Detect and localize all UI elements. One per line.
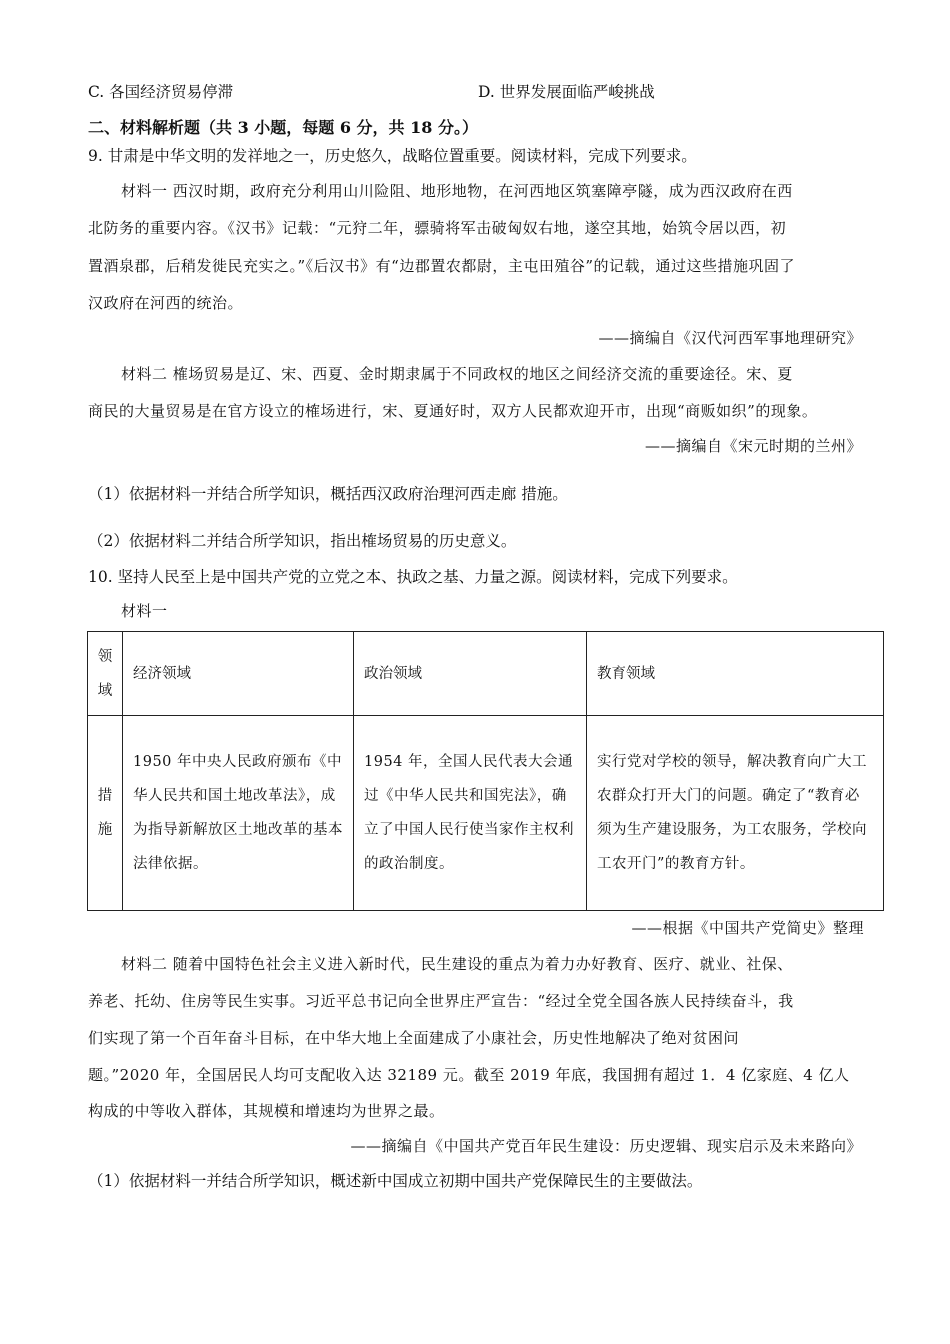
option-c: C. 各国经济贸易停滞 xyxy=(88,83,234,101)
q9-m2-line: 商民的大量贸易是在官方设立的榷场进行，宋、夏通好时，双方人民都欢迎开市，出现“商贩如织”的现象。 xyxy=(88,402,818,420)
q9-sub1: （1）依据材料一并结合所学知识，概括西汉政府治理河西走廊 措施。 xyxy=(88,485,568,503)
q10-m2-line: 题。”2020 年，全国居民人均可支配收入达 32189 元。截至 2019 年底，我国拥有超过 1．4 亿家庭、4 亿人 xyxy=(88,1066,850,1084)
section-title: 二、材料解析题（共 3 小题，每题 6 分，共 18 分。） xyxy=(88,118,478,137)
table-cell-edu: 实行党对学校的领导，解决教育向广大工农群众打开大门的问题。确定了“教育必须为生产建设服务，为工农服务，学校向工农开门”的教育方针。 xyxy=(587,716,884,911)
option-d: D. 世界发展面临严峻挑战 xyxy=(478,83,655,101)
q10-stem: 10. 坚持人民至上是中国共产党的立党之本、执政之基、力量之源。阅读材料，完成下列要求。 xyxy=(88,568,738,586)
q9-m1-source: ——摘编自《汉代河西军事地理研究》 xyxy=(598,329,862,347)
q10-m2-line: 材料二 随着中国特色社会主义进入新时代，民生建设的重点为着力办好教育、医疗、就业、社保、 xyxy=(121,955,793,973)
q10-m2-line: 们实现了第一个百年奋斗目标，在中华大地上全面建成了小康社会，历史性地解决了绝对贫困问 xyxy=(88,1029,740,1047)
table-cell-pol: 1954 年，全国人民代表大会通过《中华人民共和国宪法》，确立了中国人民行使当家作主权利的政治制度。 xyxy=(354,716,587,911)
q9-m2-source: ——摘编自《宋元时期的兰州》 xyxy=(644,437,862,455)
q10-m2-source: ——摘编自《中国共产党百年民生建设：历史逻辑、现实启示及未来路向》 xyxy=(350,1137,862,1155)
q9-m1-line: 汉政府在河西的统治。 xyxy=(88,294,244,312)
table-row-label: 措施 xyxy=(88,716,123,911)
q10-sub1: （1）依据材料一并结合所学知识，概述新中国成立初期中国共产党保障民生的主要做法。 xyxy=(88,1172,703,1190)
table-header-row xyxy=(88,632,884,716)
q10-m1-label: 材料一 xyxy=(121,602,168,620)
q10-m2-line: 养老、托幼、住房等民生实事。习近平总书记向全世界庄严宣告：“经过全党全国各族人民持续奋斗，我 xyxy=(88,992,794,1010)
table-col-pol: 政治领域 xyxy=(354,632,587,716)
q10-m2-line: 构成的中等收入群体，其规模和增速均为世界之最。 xyxy=(88,1102,445,1120)
table-row xyxy=(88,716,884,911)
q10-m1-source: ——根据《中国共产党简史》整理 xyxy=(631,919,864,937)
q9-stem: 9. 甘肃是中华文明的发祥地之一，历史悠久，战略位置重要。阅读材料，完成下列要求。 xyxy=(88,147,697,165)
q9-sub2: （2）依据材料二并结合所学知识，指出榷场贸易的历史意义。 xyxy=(88,532,517,550)
table-cell-econ: 1950 年中央人民政府颁布《中华人民共和国土地改革法》，成为指导新解放区土地改革的基本法律依据。 xyxy=(123,716,354,911)
q9-m1-line: 北防务的重要内容。《汉书》记载：“元狩二年，骠骑将军击破匈奴右地，遂空其地，始筑令居以西，初 xyxy=(88,219,787,237)
q9-m1-line: 置酒泉郡，后稍发徙民充实之。”《后汉书》有“边郡置农都尉，主屯田殖谷”的记载，通过这些措施巩固了 xyxy=(88,257,796,275)
q9-m1-line: 材料一 西汉时期，政府充分利用山川险阻、地形地物，在河西地区筑塞障亭隧，成为西汉政府在西 xyxy=(121,182,793,200)
q9-m2-line: 材料二 榷场贸易是辽、宋、西夏、金时期隶属于不同政权的地区之间经济交流的重要途径。宋、夏 xyxy=(121,365,793,383)
table-head-label: 领域 xyxy=(88,632,123,716)
table-col-edu: 教育领域 xyxy=(587,632,884,716)
table-col-econ: 经济领域 xyxy=(123,632,354,716)
measures-table xyxy=(87,631,884,911)
